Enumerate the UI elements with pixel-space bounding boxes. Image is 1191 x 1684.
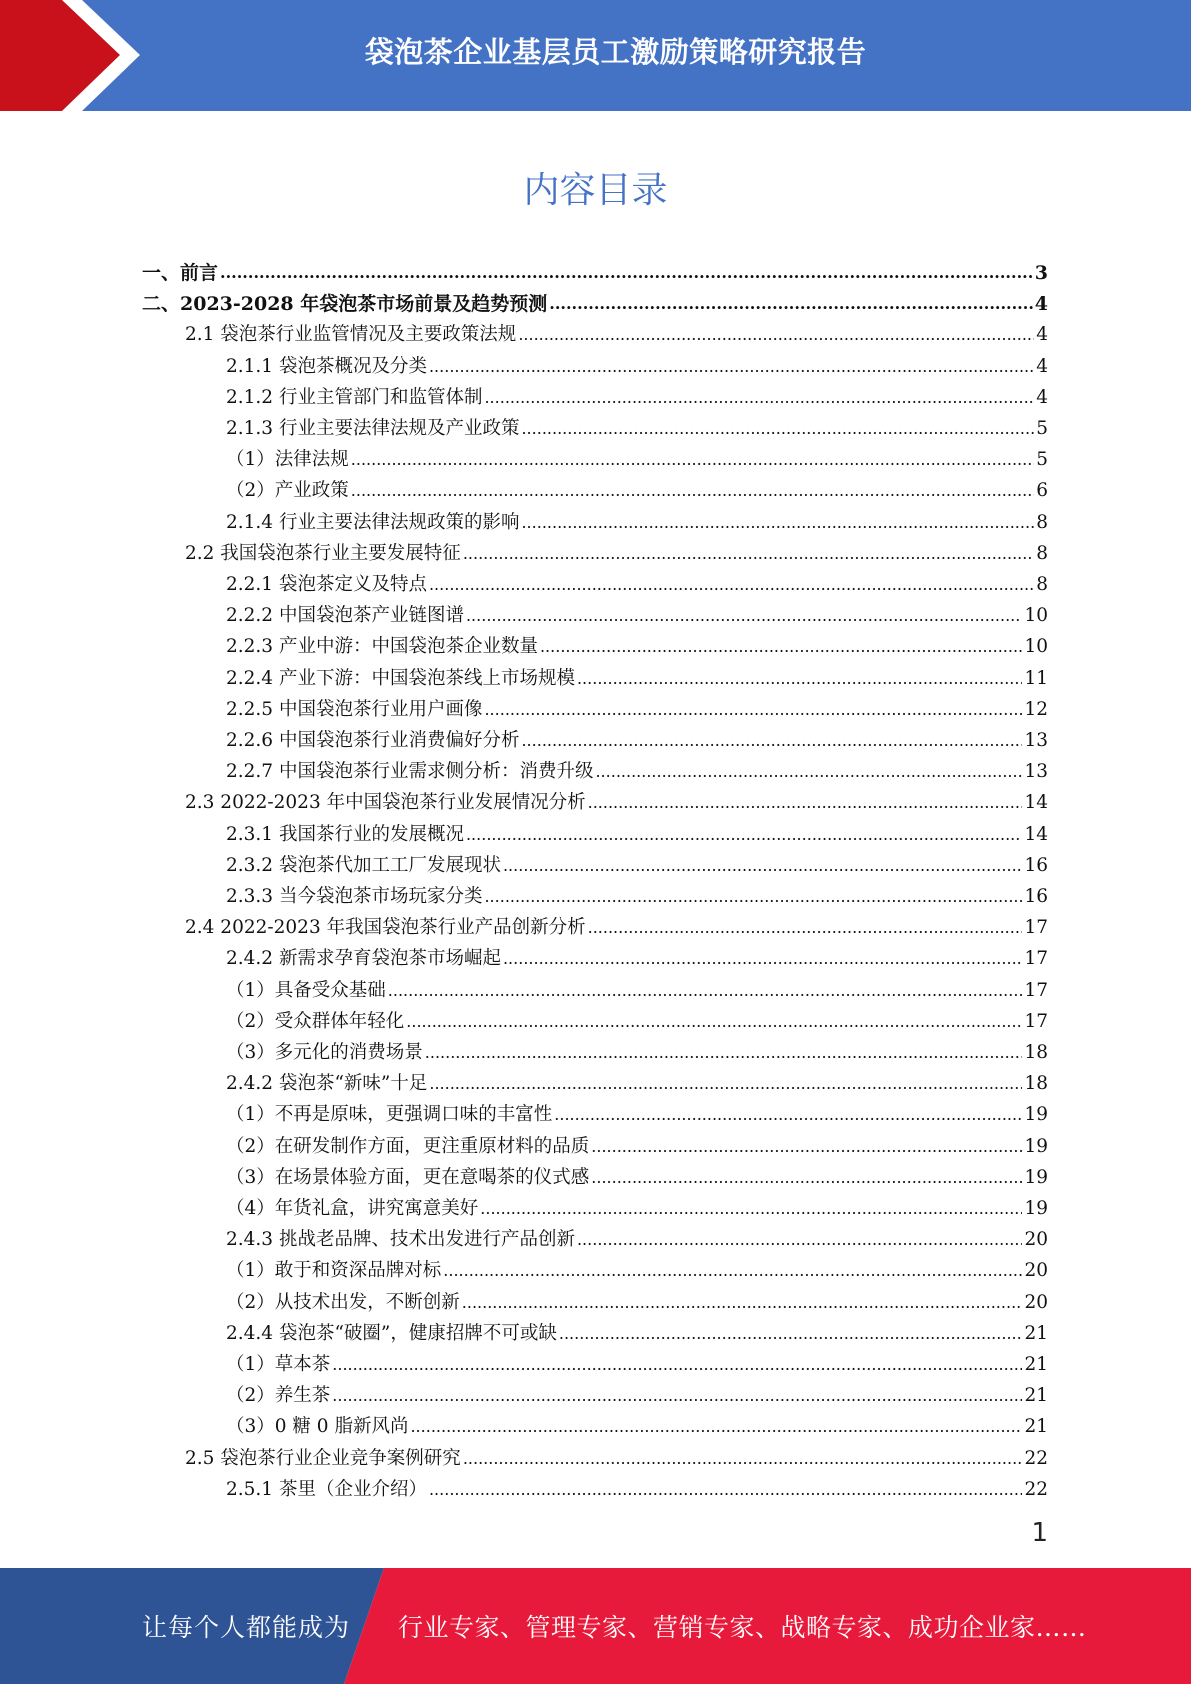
toc-leader-dots bbox=[429, 574, 1034, 596]
toc-entry-page: 4 bbox=[1036, 386, 1048, 408]
toc-entry-title: 2.2.4 产业下游：中国袋泡茶线上市场规模 bbox=[226, 667, 575, 689]
toc-entry-title: 2.5 袋泡茶行业企业竞争案例研究 bbox=[185, 1447, 461, 1469]
toc-leader-dots bbox=[466, 605, 1022, 627]
toc-leader-dots bbox=[588, 792, 1023, 814]
toc-entry[interactable] bbox=[226, 440, 1048, 471]
toc-leader-dots bbox=[463, 543, 1034, 565]
toc-entry[interactable] bbox=[226, 1002, 1048, 1033]
toc-leader-dots bbox=[591, 1167, 1022, 1189]
toc-leader-dots bbox=[595, 761, 1022, 783]
toc-leader-dots bbox=[406, 1011, 1022, 1033]
toc-leader-dots bbox=[549, 293, 1033, 315]
toc-entry-title: 2.3.1 我国茶行业的发展概况 bbox=[226, 823, 464, 845]
toc-entry-page: 8 bbox=[1036, 574, 1048, 595]
toc-entry[interactable] bbox=[226, 1407, 1048, 1438]
toc-entry[interactable] bbox=[226, 409, 1048, 440]
toc-entry-page: 8 bbox=[1036, 542, 1048, 564]
toc-entry[interactable] bbox=[226, 815, 1048, 846]
toc-entry-page: 14 bbox=[1024, 792, 1048, 814]
toc-entry-title: 2.2.5 中国袋泡茶行业用户画像 bbox=[226, 698, 483, 720]
toc-leader-dots bbox=[443, 1260, 1022, 1282]
toc-leader-dots bbox=[332, 1385, 1022, 1407]
toc-entry-title: 2.1.4 行业主要法律法规政策的影响 bbox=[226, 511, 520, 533]
toc-leader-dots bbox=[588, 917, 1023, 939]
toc-entry[interactable] bbox=[185, 315, 1048, 346]
toc-entry-title: （2）在研发制作方面，更注重原材料的品质 bbox=[226, 1135, 590, 1157]
toc-entry[interactable] bbox=[226, 565, 1048, 596]
toc-entry-title: 2.3.3 当今袋泡茶市场玩家分类 bbox=[226, 886, 483, 907]
toc-leader-dots bbox=[591, 1136, 1022, 1158]
toc-entry-page: 20 bbox=[1024, 1260, 1048, 1282]
toc-entry-page: 22 bbox=[1024, 1478, 1048, 1500]
toc-title: 内容目录 bbox=[523, 170, 668, 211]
toc-leader-dots bbox=[388, 980, 1023, 1002]
toc-entry-page: 17 bbox=[1024, 948, 1048, 970]
toc-entry[interactable] bbox=[226, 596, 1048, 627]
toc-entry-page: 19 bbox=[1024, 1166, 1048, 1188]
page-number: 1 bbox=[1031, 1518, 1048, 1548]
toc-entry-page: 17 bbox=[1024, 979, 1048, 1001]
toc-entry-page: 19 bbox=[1024, 1135, 1048, 1157]
toc-entry-title: 2.2.6 中国袋泡茶行业消费偏好分析 bbox=[226, 730, 520, 751]
toc-entry[interactable] bbox=[226, 1283, 1048, 1314]
toc-entry-page: 6 bbox=[1036, 480, 1048, 502]
toc-entry-title: （1）草本茶 bbox=[226, 1354, 331, 1375]
toc-entry-page: 5 bbox=[1036, 449, 1048, 471]
toc-entry[interactable] bbox=[226, 503, 1048, 534]
report-footer bbox=[0, 1568, 1191, 1684]
toc-leader-dots bbox=[429, 1479, 1022, 1501]
toc-entry-page: 17 bbox=[1024, 917, 1048, 939]
toc-entry[interactable] bbox=[226, 939, 1048, 970]
toc-entry[interactable] bbox=[185, 534, 1048, 565]
toc-leader-dots bbox=[463, 1448, 1023, 1470]
toc-entry-title: （1）具备受众基础 bbox=[226, 979, 386, 1001]
toc-leader-dots bbox=[462, 1292, 1023, 1314]
toc-entry-title: （1）敢于和资深品牌对标 bbox=[226, 1260, 442, 1282]
toc-leader-dots bbox=[220, 262, 1033, 284]
toc-entry-page: 19 bbox=[1024, 1104, 1048, 1126]
toc-leader-dots bbox=[540, 636, 1022, 658]
toc-entry-title: （2）从技术出发，不断创新 bbox=[226, 1291, 460, 1313]
toc-leader-dots bbox=[503, 855, 1022, 877]
toc-entry-title: 2.2 我国袋泡茶行业主要发展特征 bbox=[185, 542, 461, 564]
toc-entry[interactable] bbox=[226, 627, 1048, 658]
toc-entry[interactable] bbox=[185, 908, 1048, 939]
toc-leader-dots bbox=[559, 1323, 1023, 1345]
toc-entry[interactable] bbox=[226, 877, 1048, 908]
toc-entry[interactable] bbox=[226, 1064, 1048, 1095]
footer-slogan-left: 让每个人都能成为 bbox=[142, 1613, 351, 1642]
toc-entry-title: （4）年货礼盒，讲究寓意美好 bbox=[226, 1198, 479, 1219]
toc-entry[interactable] bbox=[226, 721, 1048, 752]
toc-entry-page: 16 bbox=[1024, 854, 1048, 876]
toc-entry-title: 2.4.4 袋泡茶“破圈”，健康招牌不可或缺 bbox=[226, 1322, 557, 1344]
toc-leader-dots bbox=[351, 480, 1034, 502]
toc-entry[interactable] bbox=[226, 1095, 1048, 1126]
toc-leader-dots bbox=[518, 324, 1034, 346]
toc-entry-title: 2.1.2 行业主管部门和监管体制 bbox=[226, 386, 483, 408]
toc-entry-page: 18 bbox=[1024, 1073, 1048, 1095]
toc-leader-dots bbox=[429, 1073, 1022, 1095]
toc-leader-dots bbox=[521, 512, 1034, 534]
toc-leader-dots bbox=[410, 1416, 1022, 1438]
toc-entry-page: 5 bbox=[1036, 418, 1048, 439]
toc-entry-title: （2）受众群体年轻化 bbox=[226, 1010, 405, 1032]
toc-entry-title: （2）养生茶 bbox=[226, 1385, 331, 1407]
toc-leader-dots bbox=[484, 699, 1022, 721]
toc-entry-page: 8 bbox=[1036, 511, 1048, 533]
toc-entry-page: 21 bbox=[1024, 1385, 1048, 1407]
toc-entry-page: 11 bbox=[1024, 667, 1048, 689]
toc-entry-page: 17 bbox=[1024, 1010, 1048, 1032]
toc-entry[interactable] bbox=[142, 253, 1048, 284]
toc-entry[interactable] bbox=[226, 1033, 1048, 1064]
toc-entry-title: 2.1.3 行业主要法律法规及产业政策 bbox=[226, 418, 520, 439]
toc-entry-page: 4 bbox=[1036, 324, 1048, 346]
toc-entry-page: 10 bbox=[1024, 605, 1048, 627]
toc-entry-page: 22 bbox=[1024, 1447, 1048, 1469]
toc-entry-page: 4 bbox=[1036, 355, 1048, 377]
toc-entry-title: 2.5.1 茶里（企业介绍） bbox=[226, 1478, 427, 1500]
toc-leader-dots bbox=[577, 1229, 1022, 1251]
footer-slogan-right: 行业专家、管理专家、营销专家、战略专家、成功企业家…… bbox=[398, 1613, 1087, 1642]
toc-entry-title: （3）多元化的消费场景 bbox=[226, 1042, 423, 1063]
toc-leader-dots bbox=[554, 1104, 1022, 1126]
toc-entry-title: 2.1.1 袋泡茶概况及分类 bbox=[226, 355, 427, 377]
toc-entry[interactable] bbox=[226, 752, 1048, 783]
toc-entry[interactable] bbox=[226, 347, 1048, 378]
toc-entry-page: 13 bbox=[1024, 761, 1048, 783]
toc-entry[interactable] bbox=[226, 1189, 1048, 1220]
report-title: 袋泡茶企业基层员工激励策略研究报告 bbox=[364, 34, 867, 69]
toc-entry[interactable] bbox=[226, 1158, 1048, 1189]
toc-entry-title: 2.2.7 中国袋泡茶行业需求侧分析：消费升级 bbox=[226, 761, 594, 783]
toc-entry-page: 3 bbox=[1034, 262, 1048, 284]
toc-entry-page: 13 bbox=[1024, 730, 1048, 751]
toc-entry-title: 2.4 2022-2023 年我国袋泡茶行业产品创新分析 bbox=[185, 917, 586, 939]
report-header bbox=[0, 0, 1191, 111]
toc-entry[interactable] bbox=[226, 471, 1048, 502]
toc-entry-title: 二、2023-2028 年袋泡茶市场前景及趋势预测 bbox=[142, 293, 548, 316]
toc-entry-page: 4 bbox=[1034, 293, 1048, 316]
toc-entry[interactable] bbox=[226, 1127, 1048, 1158]
toc-entry-title: 2.1 袋泡茶行业监管情况及主要政策法规 bbox=[185, 324, 517, 346]
toc-leader-dots bbox=[577, 668, 1022, 690]
toc-entry-title: （3）0 糖 0 脂新风尚 bbox=[226, 1416, 409, 1438]
toc-entry[interactable] bbox=[226, 846, 1048, 877]
toc-entry-title: 2.2.3 产业中游：中国袋泡茶企业数量 bbox=[226, 636, 538, 658]
toc-entry-title: 2.4.2 新需求孕育袋泡茶市场崛起 bbox=[226, 948, 501, 970]
toc-leader-dots bbox=[351, 449, 1034, 471]
toc-leader-dots bbox=[484, 886, 1022, 908]
toc-entry-title: 2.4.2 袋泡茶“新味”十足 bbox=[226, 1073, 428, 1095]
toc-leader-dots bbox=[466, 824, 1022, 846]
toc-leader-dots bbox=[503, 948, 1022, 970]
toc-entry-page: 19 bbox=[1024, 1198, 1048, 1219]
toc-entry[interactable] bbox=[226, 1251, 1048, 1282]
toc-leader-dots bbox=[521, 730, 1022, 752]
toc-entry[interactable] bbox=[226, 1376, 1048, 1407]
toc-entry[interactable] bbox=[226, 659, 1048, 690]
toc-entry-title: （1）法律法规 bbox=[226, 449, 349, 471]
toc-entry-page: 12 bbox=[1024, 698, 1048, 720]
toc-entry-page: 16 bbox=[1024, 886, 1048, 907]
toc-entry[interactable] bbox=[226, 690, 1048, 721]
toc-entry-title: 2.3 2022-2023 年中国袋泡茶行业发展情况分析 bbox=[185, 792, 586, 814]
toc-entry-title: （1）不再是原味，更强调口味的丰富性 bbox=[226, 1104, 553, 1126]
toc-entry-page: 10 bbox=[1024, 636, 1048, 658]
toc-entry-page: 21 bbox=[1024, 1416, 1048, 1438]
toc-entry[interactable] bbox=[142, 284, 1048, 315]
toc-entry[interactable] bbox=[185, 1439, 1048, 1470]
toc-entry-page: 21 bbox=[1024, 1322, 1048, 1344]
toc-entry-page: 20 bbox=[1024, 1291, 1048, 1313]
toc-entry-page: 14 bbox=[1024, 823, 1048, 845]
toc-entry-page: 21 bbox=[1024, 1354, 1048, 1375]
toc-entry[interactable] bbox=[226, 1470, 1048, 1501]
toc-entry-title: （2）产业政策 bbox=[226, 480, 349, 502]
toc-leader-dots bbox=[429, 356, 1034, 378]
toc-entry-page: 20 bbox=[1024, 1229, 1048, 1251]
toc-entry[interactable] bbox=[226, 1220, 1048, 1251]
toc-entry-title: 2.2.1 袋泡茶定义及特点 bbox=[226, 574, 427, 595]
toc-entry-page: 18 bbox=[1024, 1042, 1048, 1063]
toc-entry-title: （3）在场景体验方面，更在意喝茶的仪式感 bbox=[226, 1166, 590, 1188]
toc-leader-dots bbox=[332, 1354, 1022, 1376]
toc-entry[interactable] bbox=[226, 378, 1048, 409]
toc-entry[interactable] bbox=[185, 783, 1048, 814]
toc-entry-title: 2.3.2 袋泡茶代加工工厂发展现状 bbox=[226, 854, 501, 876]
toc-entry-title: 2.4.3 挑战老品牌、技术出发进行产品创新 bbox=[226, 1229, 575, 1251]
toc-entry[interactable] bbox=[226, 1314, 1048, 1345]
toc-entry[interactable] bbox=[226, 1345, 1048, 1376]
toc-entry[interactable] bbox=[226, 971, 1048, 1002]
toc-entry-title: 一、前言 bbox=[142, 262, 219, 284]
toc-entry-title: 2.2.2 中国袋泡茶产业链图谱 bbox=[226, 605, 464, 627]
toc-leader-dots bbox=[484, 387, 1034, 409]
toc-leader-dots bbox=[480, 1198, 1022, 1220]
toc-leader-dots bbox=[521, 418, 1034, 440]
toc-leader-dots bbox=[425, 1042, 1023, 1064]
